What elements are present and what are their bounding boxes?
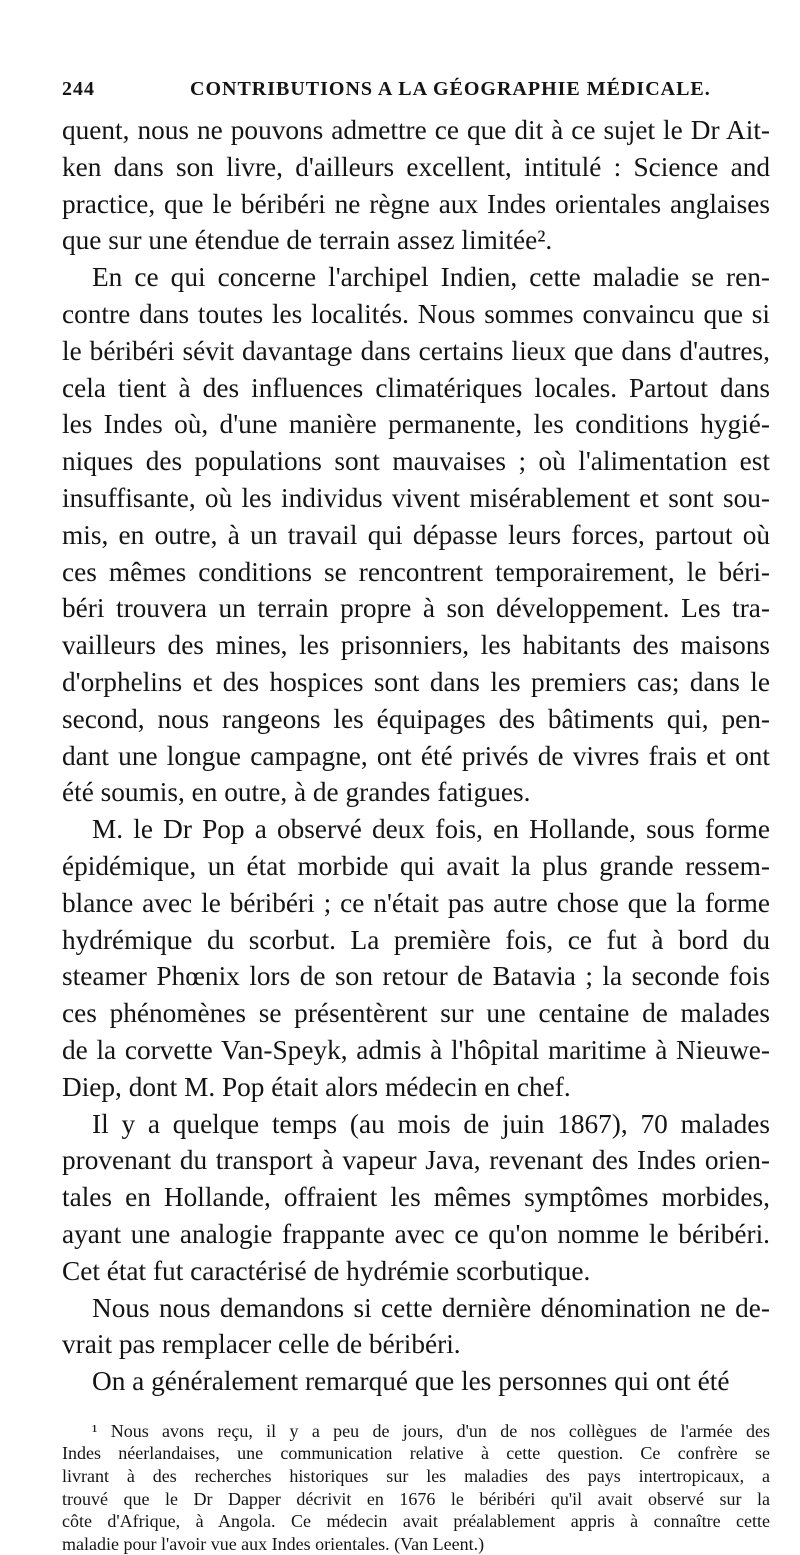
text-line: insuffisante, où les individus vivent misérablement et sont sou- (62, 482, 770, 513)
text-line: Diep, dont M. Pop était alors médecin en chef. (62, 1071, 571, 1102)
footnote-line: maladie pour l'avoir vue aux Indes orientales. (Van Leent.) (62, 1533, 485, 1554)
footnote-line: livrant à des recherches historiques sur les maladies des pays intertropicaux, a (62, 1466, 771, 1487)
footnote-line: trouvé que le Dr Dapper décrivit en 1676 le béribéri qu'il avait observé sur la (62, 1488, 771, 1509)
text-line: Nous nous demandons si cette dernière dénomination ne de- (92, 1292, 770, 1323)
text-line: de la corvette Van-Speyk, admis à l'hôpital maritime à Nieuwe- (62, 1034, 770, 1065)
paragraph (62, 1290, 770, 1364)
text-line: contre dans toutes les localités. Nous sommes convaincu que si (62, 298, 770, 329)
text-line: vailleurs des mines, les prisonniers, les habitants des maisons (62, 630, 771, 661)
text-line: practice, que le béribéri ne règne aux Indes orientales anglaises (62, 188, 771, 219)
text-line: vrait pas remplacer celle de béribéri. (62, 1329, 461, 1360)
text-line: été soumis, en outre, à de grandes fatigues. (62, 777, 531, 808)
text-line: niques des populations sont mauvaises ; où l'alimentation est (62, 446, 770, 477)
text-line: En ce qui concerne l'archipel Indien, cette maladie se ren- (92, 262, 770, 293)
running-title: CONTRIBUTIONS A LA GÉOGRAPHIE MÉDICALE. (190, 78, 711, 100)
text-line: dant une longue campagne, ont été privés de vivres frais et ont (62, 740, 770, 771)
text-line: ces mêmes conditions se rencontrent temporairement, le béri- (62, 556, 770, 587)
footnote-line: ¹ Nous avons reçu, il y a peu de jours, d'un de nos collègues de l'armée des (92, 1420, 770, 1441)
text-line: blance avec le béribéri ; ce n'était pas autre chose que la forme (62, 887, 770, 918)
footnote-line: Indes néerlandaises, une communication relative à cette question. Ce confrère se (62, 1443, 770, 1464)
text-line: On a généralement remarqué que les personnes qui ont été (92, 1366, 730, 1397)
text-line: épidémique, un état morbide qui avait la plus grande ressem- (62, 850, 770, 881)
footnote (62, 1420, 770, 1555)
paragraph (62, 811, 770, 1105)
page-number: 244 (62, 78, 95, 100)
paragraph (62, 1363, 770, 1400)
text-line: le béribéri sévit davantage dans certains lieux que dans d'autres, (62, 335, 770, 366)
text-line: provenant du transport à vapeur Java, revenant des Indes orien- (62, 1145, 770, 1176)
paragraph (62, 112, 770, 259)
text-line: steamer Phœnix lors de son retour de Batavia ; la seconde fois (62, 961, 770, 992)
text-line: ayant une analogie frappante avec ce qu'on nomme le béribéri. (62, 1218, 770, 1249)
text-line: second, nous rangeons les équipages des bâtiments qui, pen- (62, 703, 770, 734)
text-line: hydrémique du scorbut. La première fois, ce fut à bord du (62, 924, 770, 955)
text-line: tales en Hollande, offraient les mêmes symptômes morbides, (62, 1182, 770, 1213)
paragraph (62, 1106, 770, 1290)
book-page (62, 78, 770, 1555)
footnote-line: côte d'Afrique, à Angola. Ce médecin avait préalablement appris à connaître cette (62, 1511, 770, 1532)
text-line: les Indes où, d'une manière permanente, les conditions hygié- (62, 409, 770, 440)
running-header (62, 78, 770, 112)
text-line: d'orphelins et des hospices sont dans les premiers cas; dans le (62, 666, 770, 697)
text-line: Il y a quelque temps (au mois de juin 1867), 70 malades (92, 1108, 770, 1139)
text-line: cela tient à des influences climatériques locales. Partout dans (62, 372, 770, 403)
text-line: béri trouvera un terrain propre à son développement. Les tra- (62, 593, 771, 624)
text-line: mis, en outre, à un travail qui dépasse leurs forces, partout où (62, 519, 770, 550)
text-line: Cet état fut caractérisé de hydrémie scorbutique. (62, 1255, 591, 1286)
text-line: ken dans son livre, d'ailleurs excellent, intitulé : Science and (62, 151, 770, 182)
main-text (62, 112, 770, 1400)
text-line: que sur une étendue de terrain assez limitée². (62, 225, 553, 256)
paragraph (62, 259, 770, 811)
text-line: quent, nous ne pouvons admettre ce que dit à ce sujet le Dr Ait- (62, 115, 770, 145)
text-line: ces phénomènes se présentèrent sur une centaine de malades (62, 998, 770, 1029)
text-line: M. le Dr Pop a observé deux fois, en Hollande, sous forme (92, 814, 770, 845)
